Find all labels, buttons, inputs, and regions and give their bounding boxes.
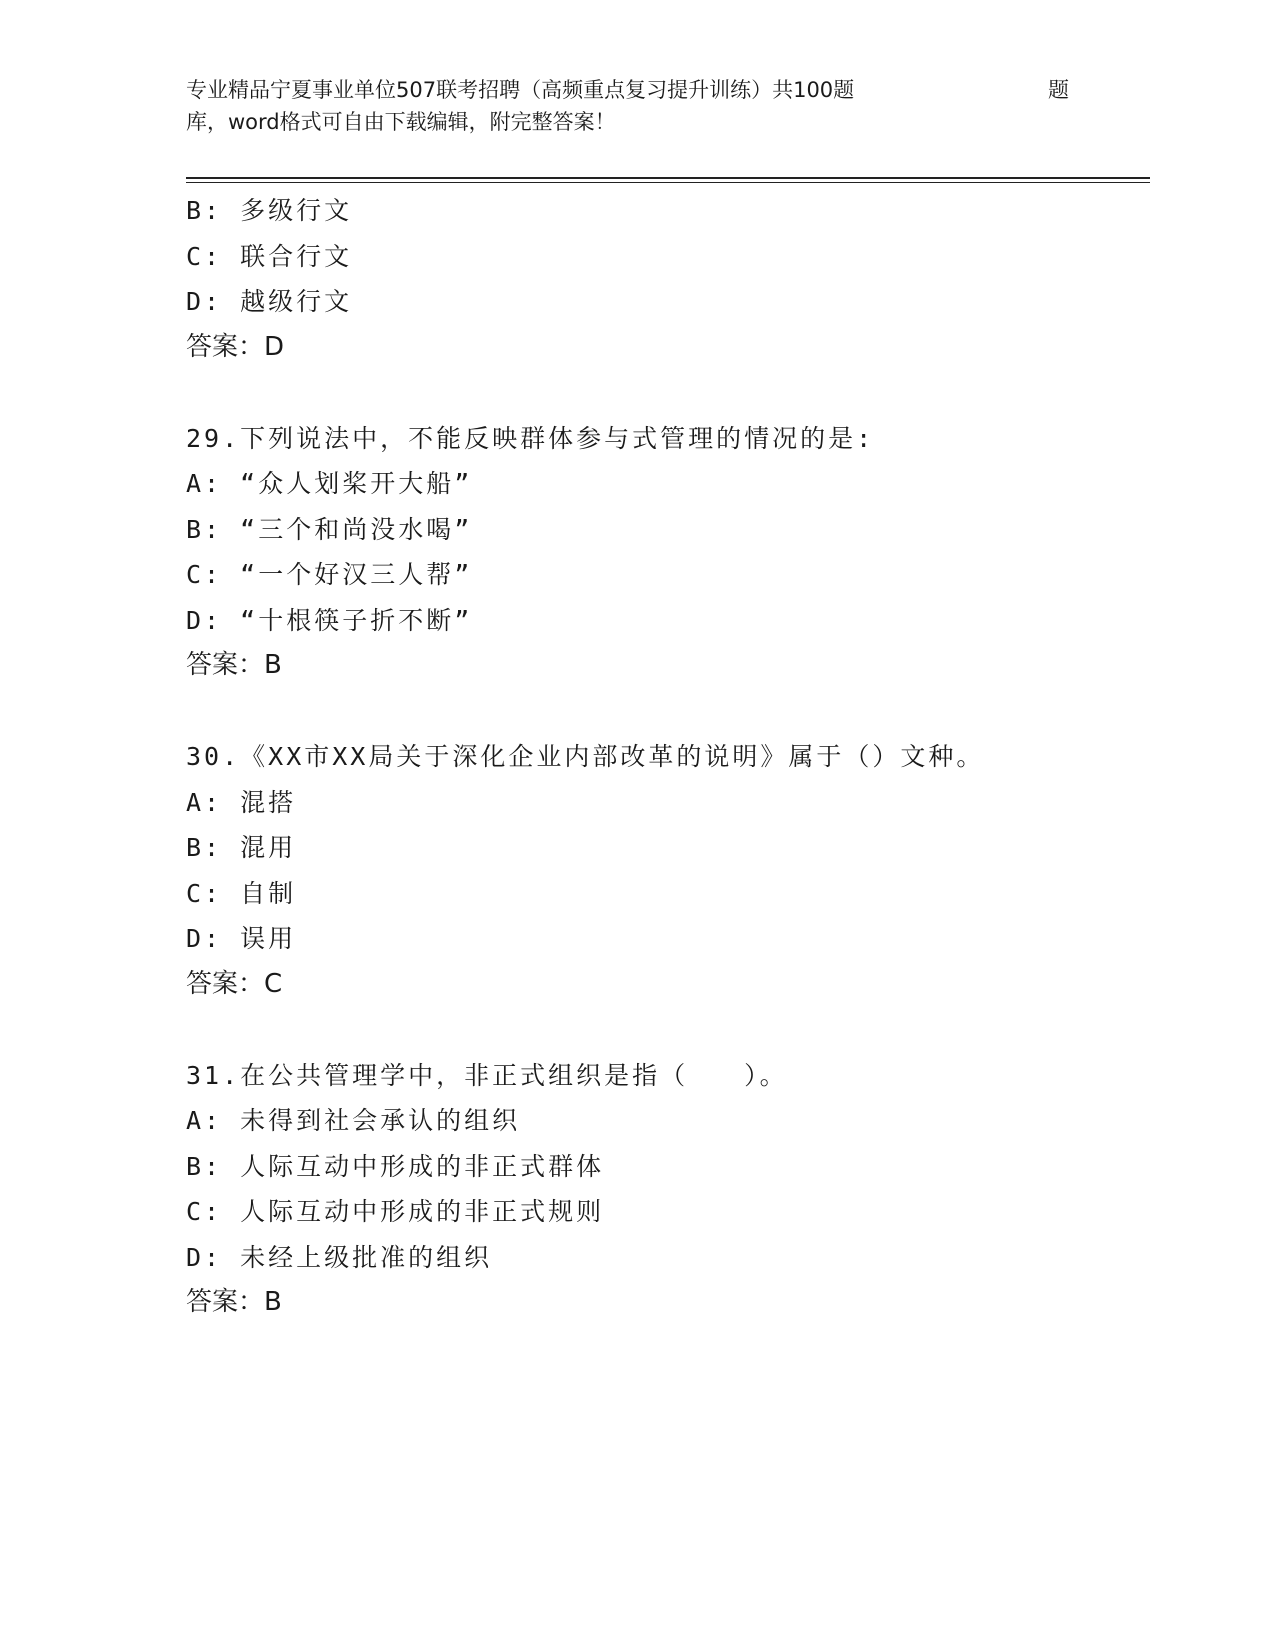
page-header [186,74,1086,138]
option-a: A: “众人划桨开大船” [186,469,473,498]
option-d: D: 未经上级批准的组织 [186,1242,493,1272]
option-b: B: 人际互动中形成的非正式群体 [186,1151,605,1181]
spacer [186,689,1146,735]
header-title-tail: 题 [1048,78,1069,102]
question-28 [186,188,1146,370]
option-c: C: 自制 [186,878,297,908]
question-text: 30.《XX市XX局关于深化企业内部改革的说明》属于（）文种。 [186,742,985,771]
answer-line: 答案：C [186,968,283,999]
spacer [186,370,1146,416]
option-a: A: 混搭 [186,787,297,817]
option-d: D: 误用 [186,924,297,953]
question-text: 29.下列说法中，不能反映群体参与式管理的情况的是: [186,423,875,453]
header-title-line2: 库，word格式可自由下载编辑，附完整答案！ [186,110,616,134]
header-title-line1: 专业精品宁夏事业单位507联考招聘（高频重点复习提升训练）共100题 [186,78,855,102]
spacer [186,1007,1146,1053]
option-c: C: 人际互动中形成的非正式规则 [186,1197,605,1226]
header-divider-thin [186,182,1150,183]
option-b: B: 多级行文 [186,196,353,225]
question-text: 31.在公共管理学中，非正式组织是指（ ）。 [186,1060,788,1090]
option-b: B: “三个和尚没水喝” [186,514,473,544]
question-30 [186,734,1146,1007]
answer-line: 答案：B [186,1287,282,1317]
option-d: D: “十根筷子折不断” [186,605,473,635]
question-29 [186,416,1146,689]
answer-line: 答案：B [186,650,282,680]
option-c: C: “一个好汉三人帮” [186,560,473,589]
option-b: B: 混用 [186,833,297,862]
header-divider-thick [186,177,1150,179]
option-c: C: 联合行文 [186,241,353,271]
answer-line: 答案：D [186,331,285,362]
option-d: D: 越级行文 [186,287,353,316]
question-31 [186,1053,1146,1326]
option-a: A: 未得到社会承认的组织 [186,1106,521,1135]
question-list [186,188,1146,1326]
